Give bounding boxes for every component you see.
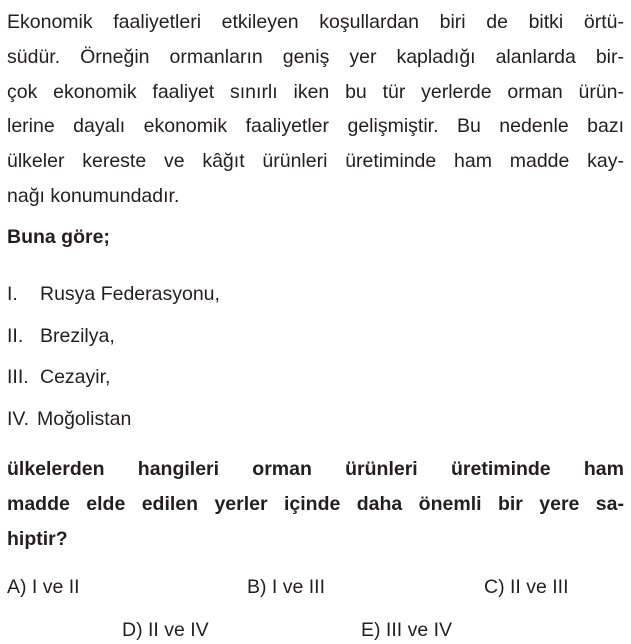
question-page [7,0,624,641]
question-line: hiptir? [7,527,68,550]
passage-line: çok ekonomik faaliyet sınırlı iken bu tür yerlerde orman ürün- [7,80,624,103]
passage-line: ülkeler kereste ve kâğıt ürünleri üretiminde ham madde kay- [7,150,624,173]
question-line: madde elde edilen yerler içinde daha önemli bir yere sa- [7,492,624,515]
question-stem [7,452,624,556]
list-item [7,282,220,324]
answer-option-e[interactable]: E) III ve IV [361,619,453,641]
item-number: I. [7,283,18,305]
item-list [7,282,220,448]
passage [7,0,624,214]
answer-option-b[interactable]: B) I ve III [247,576,326,598]
item-text: Moğolistan [37,407,132,430]
list-item [7,324,220,366]
item-number: IV. [7,407,30,430]
passage-line: lerine dayalı ekonomik faaliyetler gelişmiştir. Bu nedenle bazı [7,115,624,138]
answer-option-a[interactable]: A) I ve II [7,576,80,598]
item-number: III. [7,366,29,388]
answer-option-c[interactable]: C) II ve III [484,576,569,598]
question-line: ülkelerden hangileri orman ürünleri üretiminde ham [7,458,624,480]
passage-line: nağı konumundadır. [7,184,180,207]
answer-option-d[interactable]: D) II ve IV [122,619,209,641]
item-number: II. [7,324,24,347]
item-text: Brezilya, [40,324,115,347]
list-item [7,407,220,449]
passage-line: Ekonomik faaliyetleri etkileyen koşullardan biri de bitki örtü- [7,11,624,33]
question-lead: Buna göre; [7,226,110,248]
passage-line: südür. Örneğin ormanların geniş yer kapladığı alanlarda bir- [7,45,624,68]
item-text: Rusya Federasyonu, [40,283,220,305]
item-text: Cezayir, [40,366,111,388]
list-item [7,365,220,407]
